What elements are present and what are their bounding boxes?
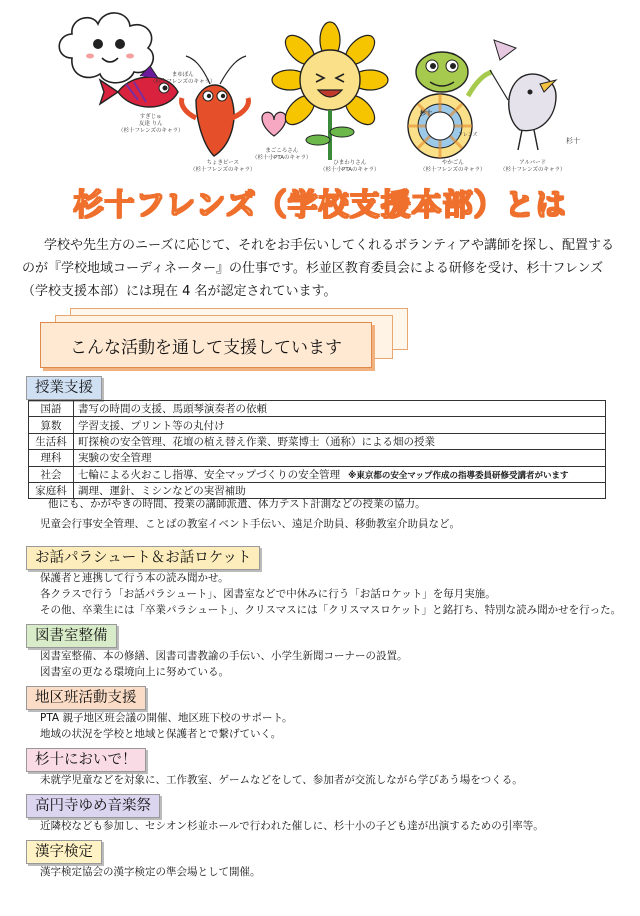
subject-description <box>74 450 606 466</box>
shrimp-character-icon <box>182 56 249 156</box>
bird-tag-label: 杉十 <box>566 137 580 145</box>
subject-description-text: 学習支援、プリント等の丸付け <box>78 419 225 432</box>
subject-row <box>29 401 606 417</box>
subject-row <box>29 466 606 482</box>
turtle-shell-side-label: フレンズ <box>458 132 478 138</box>
cloud-character-icon <box>59 13 153 83</box>
characters-art <box>0 0 640 180</box>
subject-description-text: 町探検の安全管理、花壇の植え替え作業、野菜博士（通称）による畑の授業 <box>78 435 435 448</box>
heart-caption: まごころさん （杉十小PTAのキャラ） <box>252 148 312 161</box>
turtle-shell-label: 杉十 <box>420 110 433 117</box>
subject-description <box>74 417 606 433</box>
fish-caption: すぎじゅ 友達 りん （杉十フレンズのキャラ） <box>118 114 184 134</box>
section-jugyo-title: 授業支援 <box>26 376 102 400</box>
subject-name: 理科 <box>29 450 74 466</box>
heart-character-icon <box>262 112 286 136</box>
chiku-line-1: PTA 親子地区班会議の開催、地区班下校のサポート。 <box>40 712 293 724</box>
subject-row <box>29 433 606 449</box>
oide-line-1: 未就学児童などを対象に、工作教室、ゲームなどをして、参加者が交流しながら学びあう場をつくる。 <box>40 774 523 786</box>
cloud-caption: まゆぽん （杉十フレンズのキャラ） <box>150 72 216 85</box>
section-chiku-title: 地区班活動支援 <box>26 686 146 710</box>
subject-name: 家庭科 <box>29 482 74 498</box>
subject-name: 国語 <box>29 401 74 417</box>
subject-row <box>29 417 606 433</box>
section-oide-title: 杉十においで！ <box>26 748 146 772</box>
ongakusai-line-1: 近隣校なども参加し、セシオン杉並ホールで行われた催しに、杉十小の子ども達が出演するための引率等。 <box>40 820 544 832</box>
subject-note: ※東京都の安全マップ作成の指導委員研修受講者がいます <box>348 470 569 481</box>
toshoshitsu-line-2: 図書室の更なる環境向上に努めている。 <box>40 666 229 678</box>
activities-banner: こんな活動を通して支援しています <box>40 322 372 368</box>
subject-name: 社会 <box>29 466 74 482</box>
subject-name: 生活科 <box>29 433 74 449</box>
kanji-line-1: 漢字検定協会の漢字検定の準会場として開催。 <box>40 866 261 878</box>
subject-name: 算数 <box>29 417 74 433</box>
subject-description-text: 実験の安全管理 <box>78 452 152 465</box>
chiku-line-2: 地域の状況を学校と地域と保護者とで繋げていく。 <box>40 728 282 740</box>
section-ongakusai-title: 高円寺ゆめ音楽祭 <box>26 794 160 818</box>
jugyo-line-1: 他にも、かがやきの時間、授業の講師派遣、体力テスト計測などの授業の協力。 <box>48 498 426 510</box>
sunflower-caption: ひまわりさん （杉十小PTAのキャラ） <box>320 160 380 173</box>
bird-character-icon <box>490 40 556 150</box>
shrimp-caption: ちょきピース （杉十フレンズのキャラ） <box>190 160 256 173</box>
sunflower-character-icon <box>272 22 388 160</box>
intro-paragraph: 学校や先生方のニーズに応じて、それをお手伝いしてくれるボランティアや講師を探し、配置するのが『学校地域コーディネーター』の仕事です。杉並区教育委員会による研修を受け、杉十フレンズ（学校支援本部）には現在 4 名が認定されています。 <box>22 238 615 299</box>
ohanashi-line-2: 各クラスで行う「お話パラシュート」、図書室などで中休みに行う「お話ロケット」を毎月実施。 <box>40 588 496 600</box>
character-illustrations <box>0 0 640 180</box>
section-kanji-title: 漢字検定 <box>26 840 102 864</box>
subject-description-text: 書写の時間の支援、馬頭琴演奏者の依頼 <box>78 403 267 416</box>
subject-description <box>74 466 606 482</box>
subject-row <box>29 450 606 466</box>
toshoshitsu-line-1: 図書室整備、本の修繕、図書司書教諭の手伝い、小学生新聞コーナーの設置。 <box>40 650 408 662</box>
subject-description-text: 七輪による火おこし指導、安全マップづくりの安全管理 <box>78 468 341 481</box>
section-ohanashi-title: お話パラシュート＆お話ロケット <box>26 546 260 570</box>
ohanashi-line-1: 保護者と連携して行う本の読み聞かせ。 <box>40 572 229 584</box>
section-toshoshitsu-title: 図書室整備 <box>26 624 117 648</box>
ohanashi-line-3: その他、卒業生には「卒業パラシュート」、クリスマスには「クリスマスロケット」と銘打ち、特別な読み聞かせを行った。 <box>40 604 622 616</box>
page-title: 杉十フレンズ（学校支援本部）とは <box>73 188 567 223</box>
subject-table <box>28 400 606 499</box>
subject-description-text: 調理、運針、ミシンなどの実習補助 <box>78 485 246 498</box>
subject-description <box>74 401 606 417</box>
turtle-caption: やかごん （杉十フレンズのキャラ） <box>420 160 486 173</box>
subject-description <box>74 433 606 449</box>
bird-caption: アルバード （杉十フレンズのキャラ） <box>500 160 566 173</box>
turtle-character-icon <box>408 52 492 158</box>
jugyo-line-2: 児童会行事安全管理、ことばの教室イベント手伝い、遠足介助員、移動教室介助員など。 <box>40 518 460 530</box>
